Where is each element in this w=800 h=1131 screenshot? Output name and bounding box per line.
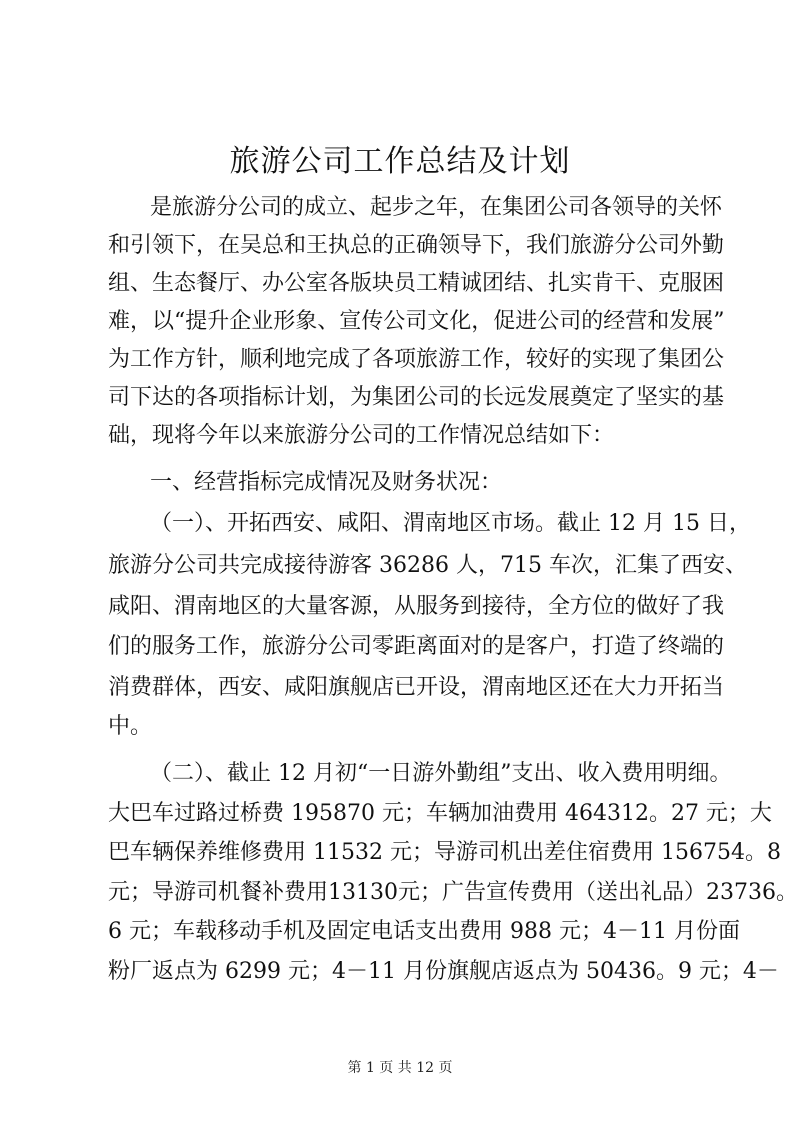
page-number-footer: 第 1 页 共 12 页 — [347, 1060, 453, 1076]
body-line: 组、生态餐厅、办公室各版块员工精诚团结、扎实肯干、克服困 — [108, 271, 725, 296]
body-line: 和引领下，在吴总和王执总的正确领导下，我们旅游分公司外勤 — [108, 233, 725, 258]
body-line: 是旅游分公司的成立、起步之年，在集团公司各领导的关怀 — [150, 195, 723, 220]
body-line: 础，现将今年以来旅游分公司的工作情况总结如下： — [108, 423, 615, 448]
section-heading: 一、经营指标完成情况及财务状况： — [150, 470, 503, 495]
body-line: 元；导游司机餐补费用13130元；广告宣传费用（送出礼品）23736。 — [108, 880, 798, 905]
body-line: 大巴车过路过桥费 195870 元；车辆加油费用 464312。27 元；大 — [108, 801, 772, 826]
body-line: （一）、开拓西安、咸阳、渭南地区市场。截止 12 月 15 日， — [150, 511, 751, 536]
body-line: 消费群体，西安、咸阳旗舰店已开设，渭南地区还在大力开拓当 — [108, 675, 725, 700]
body-line: 难，以“提升企业形象、宣传公司文化，促进公司的经营和发展” — [108, 309, 725, 334]
body-line: 咸阳、渭南地区的大量客源，从服务到接待，全方位的做好了我 — [108, 594, 725, 619]
body-line: （二）、截止 12 月初“一日游外勤组”支出、收入费用明细。 — [150, 761, 732, 786]
body-line: 旅游分公司共完成接待游客 36286 人，715 车次，汇集了西安、 — [108, 553, 747, 578]
body-line: 粉厂返点为 6299 元；4－11 月份旗舰店返点为 50436。9 元；4－ — [108, 959, 779, 984]
body-line: 司下达的各项指标计划，为集团公司的长远发展奠定了坚实的基 — [108, 385, 725, 410]
body-line: 们的服务工作，旅游分公司零距离面对的是客户，打造了终端的 — [108, 634, 725, 659]
body-line: 巴车辆保养维修费用 11532 元；导游司机出差住宿费用 156754。8 — [108, 840, 781, 865]
document-title: 旅游公司工作总结及计划 — [229, 144, 571, 179]
body-line: 为工作方针，顺利地完成了各项旅游工作，较好的实现了集团公 — [108, 347, 725, 372]
body-line: 中。 — [108, 714, 153, 739]
body-line: 6 元；车载移动手机及固定电话支出费用 988 元；4－11 月份面 — [108, 919, 740, 944]
